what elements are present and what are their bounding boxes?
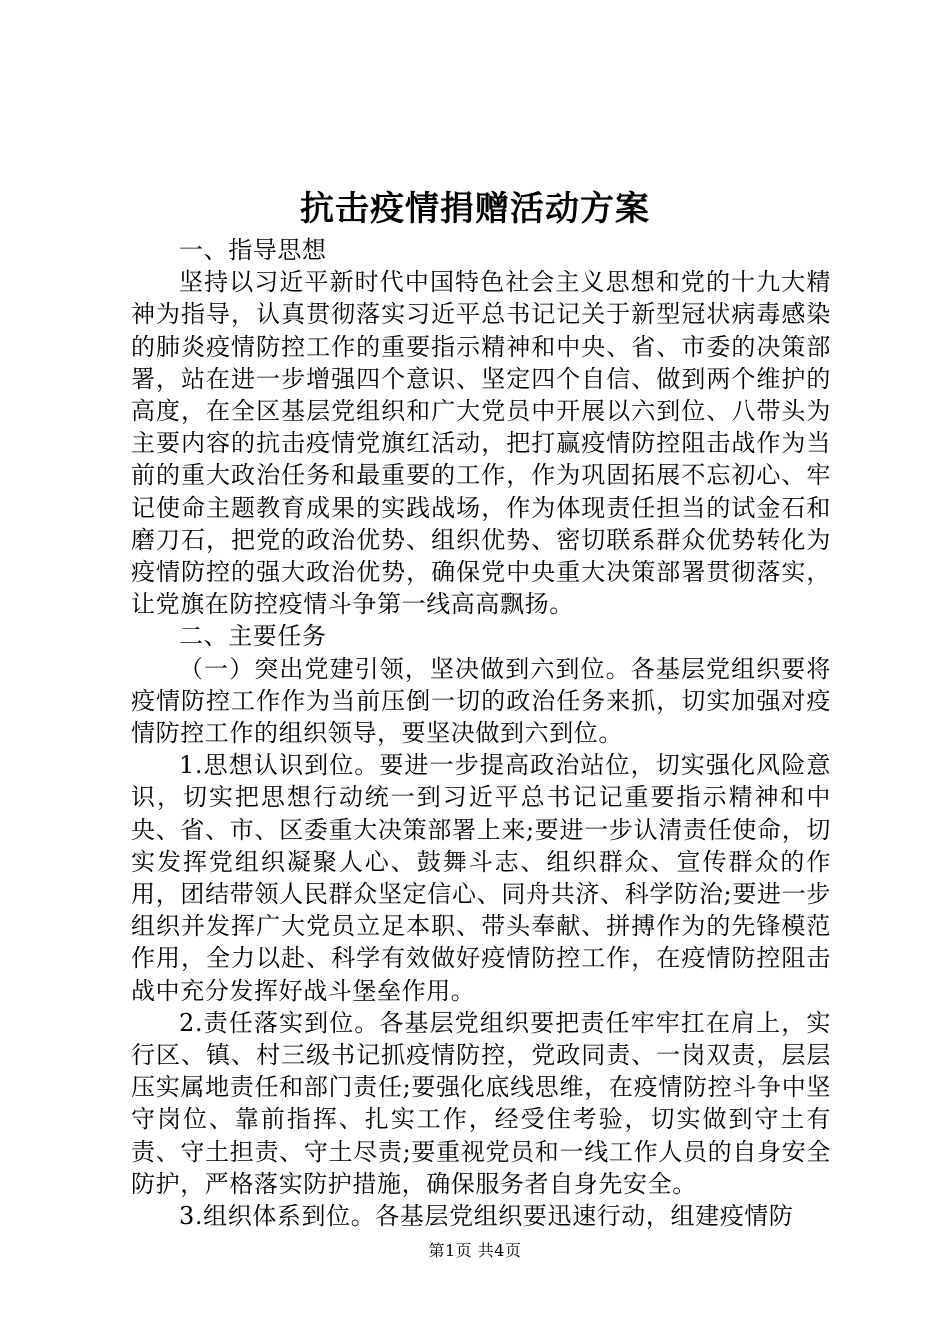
paragraph-task-one: （一）突出党建引领，坚决做到六到位。各基层党组织要将疫情防控工作作为当前压倒一切的政治任务来抓，切实加强对疫情防控工作的组织领导，要坚决做到六到位。: [131, 654, 831, 748]
paragraph-item-3: 3.组织体系到位。各基层党组织要迅速行动，组建疫情防: [179, 1202, 794, 1231]
paragraph-item-1: 1.思想认识到位。要进一步提高政治站位，切实强化风险意识，切实把思想行动统一到习近平总书记记重要指示精神和中央、省、市、区委重大决策部署上来;要进一步认清责任使命，切实发挥党组织凝聚人心、鼓舞斗志、组织群众、宣传群众的作用，团结带领人民群众坚定信心、同舟共济、科学防治;要进一步组织并发挥广大党员立足本职、带头奉献、拼搏作为的先锋模范作用，全力以赴、科学有效做好疫情防控工作，在疫情防控阻击战中充分发挥好战斗堡垒作用。: [131, 751, 831, 1005]
paragraph-guiding-ideology: 坚持以习近平新时代中国特色社会主义思想和党的十九大精神为指导，认真贯彻落实习近平总书记记关于新型冠状病毒感染的肺炎疫情防控工作的重要指示精神和中央、省、市委的决策部署，站在进一步增强四个意识、坚定四个自信、做到两个维护的高度，在全区基层党组织和广大党员中开展以六到位、八带头为主要内容的抗击疫情党旗红活动，把打赢疫情防控阻击战作为当前的重大政治任务和最重要的工作，作为巩固拓展不忘初心、牢记使命主题教育成果的实践战场，作为体现责任担当的试金石和磨刀石，把党的政治优势、组织优势、密切联系群众优势转化为疫情防控的强大政治优势，确保党中央重大决策部署贯彻落实，让党旗在防控疫情斗争第一线高高飘扬。: [131, 268, 831, 619]
section-heading-guiding-ideology: 一、指导思想: [179, 236, 327, 264]
page-number-footer: 第1页 共4页: [428, 1241, 522, 1260]
section-heading-main-tasks: 二、主要任务: [179, 622, 327, 651]
paragraph-item-2: 2.责任落实到位。各基层党组织要把责任牢牢扛在肩上，实行区、镇、村三级书记抓疫情防控，党政同责、一岗双责，层层压实属地责任和部门责任;要强化底线思维，在疫情防控斗争中坚守岗位、靠前指挥、扎实工作，经受住考验，切实做到守土有责、守土担责、守土尽责;要重视党员和一线工作人员的自身安全防护，严格落实防护措施，确保服务者自身先安全。: [131, 1008, 831, 1198]
document-body: [131, 234, 831, 1232]
document-title: 抗击疫情捐赠活动方案: [300, 189, 650, 229]
